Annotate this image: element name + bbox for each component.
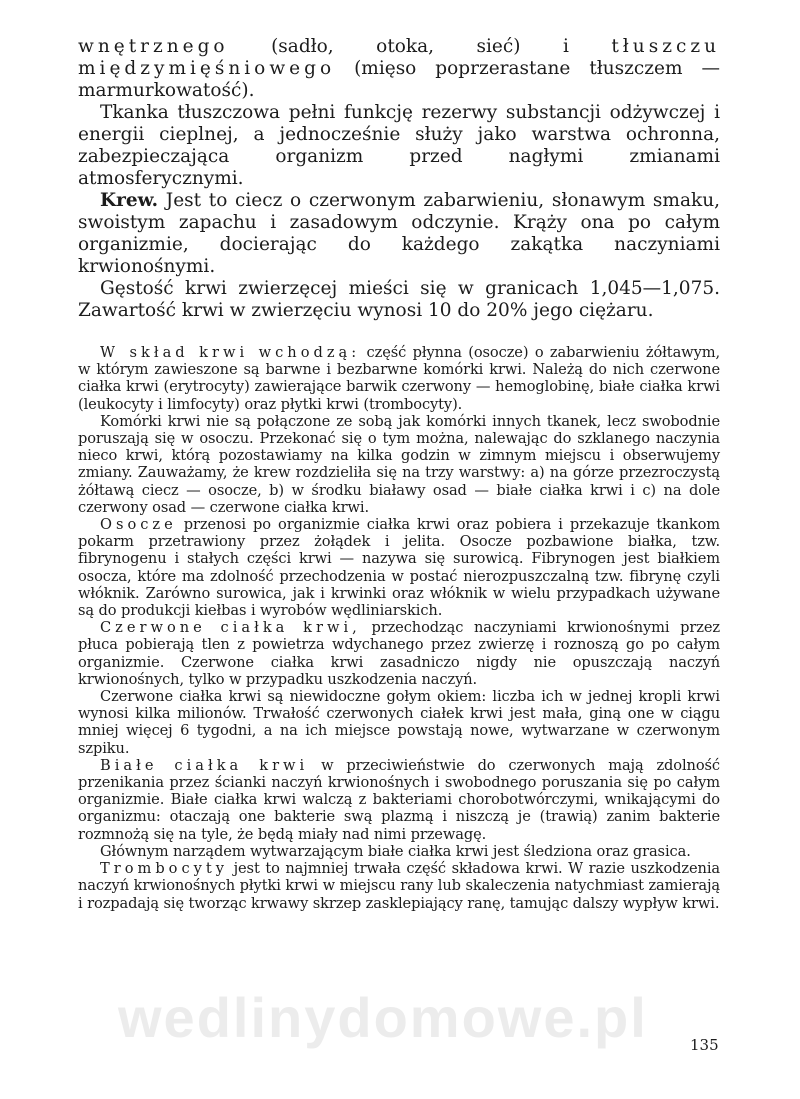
paragraph-intro [78, 36, 720, 102]
paragraph-czerwone [78, 619, 720, 688]
spaced-term: Osocze [100, 516, 177, 534]
text-run: część płynna (osocze) o zabarwieniu żółtawym, w którym zawieszone są barwne i bezbarwne komórki krwi. Należą do nich czerwone ciałka krwi (erytrocyty) zawierające barwik czerwony — hemoglobinę, białe ciałka krwi (leukocyty i limfocyty) oraz płytki krwi (trombocyty). [78, 344, 720, 413]
paragraph-tkanka: Tkanka tłuszczowa pełni funkcję rezerwy substancji odżywczej i energii cieplnej, a jednocześnie służy jako warstwa ochronna, zabezpieczająca organizm przed nagłymi zmianami atmosferycznymi. [78, 102, 720, 189]
spaced-term: W skład krwi wchodzą: [100, 344, 361, 361]
paragraph-sklad [78, 344, 720, 413]
watermark: wedlinydomowe.pl [118, 986, 648, 1049]
page-number: 135 [690, 1036, 719, 1054]
paragraph-sledziona: Głównym narządem wytwarzającym białe ciałka krwi jest śledziona oraz grasica. [100, 842, 691, 860]
paragraph-krew [78, 190, 720, 278]
text-run: przenosi po organizmie ciałka krwi oraz pobiera i przekazuje tkankom pokarm przetrawiony przez żołądek i jelita. Osocze pozbawione białka, tzw. fibrynogenu i stałych części krwi — nazywa się surowicą. Fibrynogen jest białkiem osocza, które ma zdolność przechodzenia w postać nierozpuszczalną tzw. fibrynę czyli włóknik. Zarówno surowica, jak i krwinki oraz włóknik w wielu przypadkach używane są do produkcji kiełbas i wyrobów wędliniarskich. [78, 516, 720, 620]
paragraph-osocze [78, 516, 720, 619]
paragraph-biale [78, 757, 720, 843]
paragraph-komorki: Komórki krwi nie są połączone ze sobą jak komórki innych tkanek, lecz swobodnie poruszają się w osoczu. Przekonać się o tym można, nalewając do szklanego naczynia nieco krwi, którą pozostawiamy na kilka godzin w zimnym miejscu i obserwujemy zmiany. Zauważamy, że krew rozdzieliła się na trzy warstwy: a) na górze przezroczystą żółtawą ciecz — osocze, b) w środku białawy osad — białe ciałka krwi i c) na dole czerwony osad — czerwone ciałka krwi. [78, 412, 720, 516]
paragraph-trombocyty [78, 860, 720, 912]
text-run: (sadło, otoka, sieć) i [228, 36, 612, 57]
spaced-term: Czerwone ciałka krwi, [100, 619, 361, 637]
small-text [78, 344, 720, 912]
spaced-term: Trombocyty [100, 860, 228, 878]
text-run: jest to najmniej trwała część składowa krwi. W razie uszkodzenia naczyń krwionośnych płytki krwi w miejscu rany lub skaleczenia natychmiast zamierają i rozpadają się tworząc krwawy skrzep zasklepiający ranę, tamując dalszy wypływ krwi. [78, 860, 720, 912]
spaced-term: Białe ciałka krwi [100, 756, 309, 774]
main-text [78, 36, 720, 322]
book-page [78, 36, 720, 912]
text-run: (mięso poprzerastane tłuszczem — marmurkowatość). [78, 58, 720, 101]
section-heading-krew: Krew. [100, 190, 159, 211]
text-run: Jest to ciecz o czerwonym zabarwieniu, słonawym smaku, swoistym zapachu i zasadowym odczynie. Krąży ona po całym organizmie, docierając do każdego zakątka naczyniami krwionośnymi. [78, 190, 720, 277]
text-run: w przeciwieństwie do czerwonych mają zdolność przenikania przez ścianki naczyń krwionośnych i swobodnego poruszania się po całym organizmie. Białe ciałka krwi walczą z bakteriami chorobotwórczymi, wnikającymi do organizmu: otaczają one bakterie swą plazmą i niszczą je (trawią) zanim bakterie rozmnożą się na tyle, że będą miały nad nimi przewagę. [78, 756, 720, 843]
paragraph-gestosc: Gęstość krwi zwierzęcej mieści się w granicach 1,045—1,075. Zawartość krwi w zwierzęciu wynosi 10 do 20% jego ciężaru. [78, 278, 720, 321]
spaced-term: tłuszczu międzymięśniowego [78, 36, 720, 79]
text-run: przechodząc naczyniami krwionośnymi przez płuca pobierają tlen z powietrza wdychanego przez zwierzę i roznoszą go po całym organizmie. Czerwone ciałka krwi zasadniczo nigdy nie opuszczają naczyń krwionośnych, tylko w przypadku uszkodzenia naczyń. [78, 619, 720, 688]
paragraph-czerwone-2: Czerwone ciałka krwi są niewidoczne gołym okiem: liczba ich w jednej kropli krwi wynosi kilka milionów. Trwałość czerwonych ciałek krwi jest mała, giną one w ciągu mniej więcej 6 tygodni, a na ich miejsce powstają nowe, wytwarzane w czerwonym szpiku. [78, 688, 720, 757]
spaced-term: wnętrznego [78, 36, 229, 57]
